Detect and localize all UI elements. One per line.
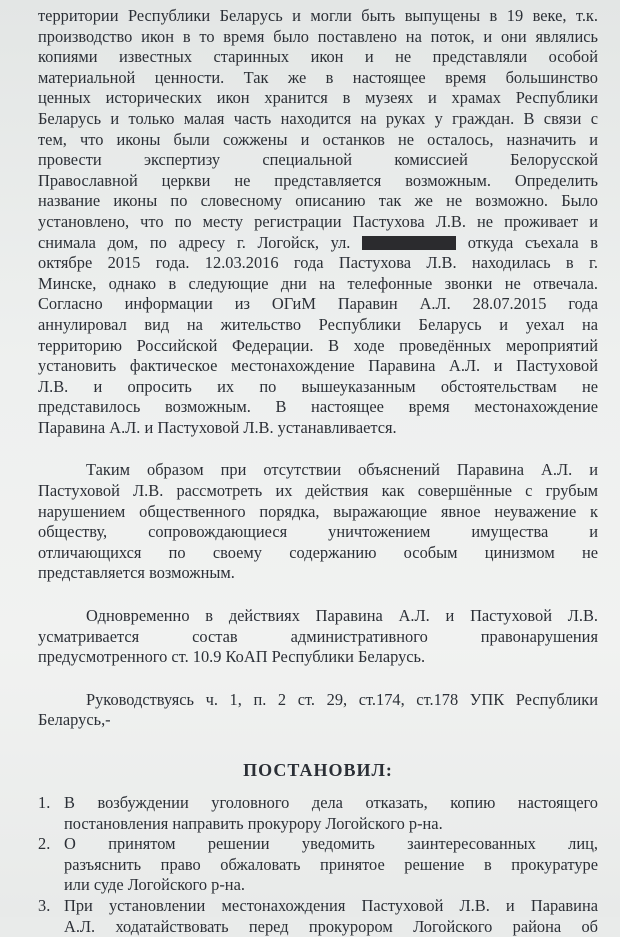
text-line: усматривается состав административного правонарушения: [38, 626, 598, 646]
text-line: Одновременно в действиях Паравина А.Л. и Пастуховой Л.В.: [86, 606, 598, 626]
text-line-redacted: [38, 233, 598, 254]
text-line: обществу, сопровождающиеся уничтожением имущества и: [38, 522, 598, 542]
text-line: Пастуховой Л.В. рассмотреть их действия как совершённые с грубым: [38, 481, 598, 501]
text-line: Л.В. и опросить их по вышеуказанным обстоятельствам не: [38, 376, 598, 396]
list-number: 1.: [38, 793, 51, 812]
text-line: Минске, однако в следующие дни на телефонные звонки не отвечала.: [38, 273, 598, 293]
text-line: территории Республики Беларусь и могли быть выпущены в 19 веке, т.к.: [38, 6, 598, 25]
text-line: территорию Российской Федерации. В ходе проведённых мероприятий: [38, 335, 598, 355]
text-line: Православной церкви не представляется возможным. Определить: [38, 170, 598, 190]
text-line: представляется возможным.: [38, 563, 235, 583]
text-line: или суде Логойского р-на.: [64, 875, 245, 895]
text-line: Паравина А.Л. и Пастуховой Л.В. устанавливается.: [38, 417, 397, 437]
text-line: тем, что иконы были сожжены и останков не осталось, назначить и: [38, 129, 598, 149]
text-line: отличающихся по своему содержанию особым цинизмом не: [38, 542, 598, 562]
text-line: ценных исторических икон хранится в музеях и храмах Республики: [38, 88, 598, 108]
text-line: нарушением общественного порядка, выражающие явное неуважение к: [38, 501, 598, 521]
text-line: представилось возможным. В настоящее время местонахождение: [38, 397, 598, 417]
text-line: В возбуждении уголовного дела отказать, копию настоящего: [64, 793, 598, 812]
text-line: А.Л. ходатайствовать перед прокурором Логойского района об: [64, 916, 598, 936]
text-line: установлено, что по месту регистрации Пастухова Л.В. не проживает и: [38, 211, 598, 231]
text-fragment: снимала дом, по адресу г. Логойск, ул.: [38, 232, 351, 252]
text-line: название иконы по словесному описанию так же не возможно. Было: [38, 191, 598, 211]
text-line: октябре 2015 года. 12.03.2016 года Пастухова Л.В. находилась в г.: [38, 253, 598, 273]
list-number: 2.: [38, 834, 51, 854]
section-title: ПОСТАНОВИЛ:: [243, 760, 393, 780]
text-line: О принятом решении уведомить заинтересованных лиц,: [64, 834, 598, 854]
text-line: Беларусь,-: [38, 710, 111, 730]
text-line: производство икон в то время было поставлено на поток, и они являлись: [38, 26, 598, 46]
text-line: копиями известных старинных икон и не представляли особой: [38, 47, 598, 67]
text-line: Беларусь и только малая часть находится на руках у граждан. В связи с: [38, 108, 598, 128]
list-item: [38, 793, 598, 834]
text-line: установить фактическое местонахождение Паравина А.Л. и Пастуховой: [38, 356, 598, 376]
list-number: 3.: [38, 895, 51, 915]
text-line: При установлении местонахождения Пастуховой Л.В. и Паравина: [64, 895, 598, 915]
list-item: [38, 896, 598, 937]
document-text: [38, 6, 598, 937]
text-line: постановления направить прокурору Логойского р-на.: [64, 813, 443, 833]
text-line: материальной ценности. Так же в настоящее время большинство: [38, 67, 598, 87]
text-fragment: откуда съехала в: [467, 232, 599, 252]
text-line: аннулировал вид на жительство Республики Беларусь и уехал на: [38, 314, 598, 334]
redaction-bar: [362, 236, 456, 250]
text-line: Таким образом при отсутствии объяснений Паравина А.Л. и: [86, 460, 598, 480]
text-line: провести экспертизу специальной комиссией Белорусской: [38, 150, 598, 170]
text-line: предусмотренного ст. 10.9 КоАП Республики Беларусь.: [38, 647, 426, 667]
list-item: [38, 834, 598, 896]
text-line: Руководствуясь ч. 1, п. 2 ст. 29, ст.174, ст.178 УПК Республики: [86, 689, 598, 709]
text-line: разъяснить право обжаловать принятое решение в прокуратуре: [64, 854, 598, 874]
text-line: Согласно информации из ОГиМ Паравин А.Л. 28.07.2015 года: [38, 294, 598, 314]
